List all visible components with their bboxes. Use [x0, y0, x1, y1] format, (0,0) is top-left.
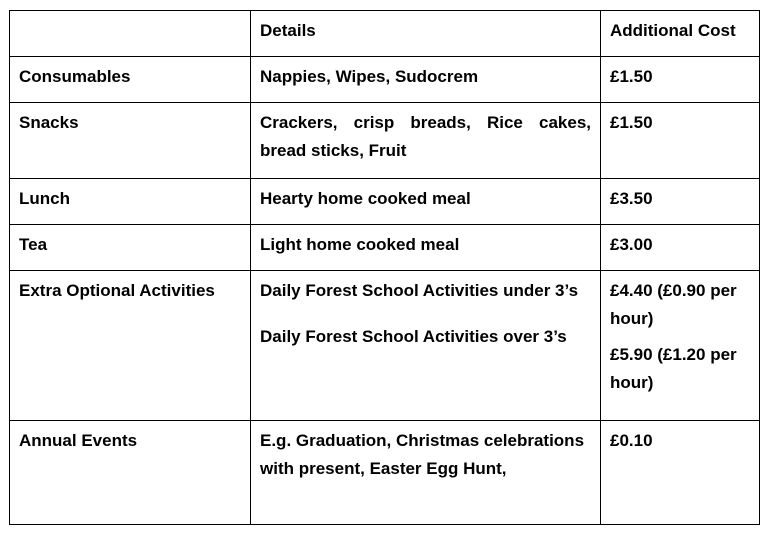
details-cell [251, 271, 601, 421]
item-cell: Annual Events [10, 421, 251, 525]
details-cell: E.g. Graduation, Christmas celebrations with present, Easter Egg Hunt, [251, 421, 601, 525]
cost-cell: £1.50 [601, 57, 760, 103]
table-row [10, 225, 760, 271]
item-cell: Consumables [10, 57, 251, 103]
item-cell: Extra Optional Activities [10, 271, 251, 421]
header-cell-cost: Additional Cost [601, 11, 760, 57]
cost-cell: £3.50 [601, 179, 760, 225]
table-row [10, 57, 760, 103]
table-row [10, 271, 760, 421]
details-line: Daily Forest School Activities over 3’s [260, 327, 567, 346]
details-cell: Hearty home cooked meal [251, 179, 601, 225]
header-row [10, 11, 760, 57]
details-cell: Crackers, crisp breads, Rice cakes, bread sticks, Fruit [251, 103, 601, 179]
item-cell: Lunch [10, 179, 251, 225]
header-cell-details: Details [251, 11, 601, 57]
details-cell: Nappies, Wipes, Sudocrem [251, 57, 601, 103]
additional-costs-table [9, 10, 760, 525]
header-cell-item [10, 11, 251, 57]
cost-line: £4.40 (£0.90 per hour) [610, 281, 737, 328]
details-cell: Light home cooked meal [251, 225, 601, 271]
cost-cell [601, 271, 760, 421]
cost-cell: £1.50 [601, 103, 760, 179]
details-line: Daily Forest School Activities under 3’s [260, 281, 579, 300]
item-cell: Tea [10, 225, 251, 271]
table-row [10, 179, 760, 225]
cost-line: £5.90 (£1.20 per hour) [610, 345, 737, 392]
cost-cell: £0.10 [601, 421, 760, 525]
item-cell: Snacks [10, 103, 251, 179]
table-row [10, 421, 760, 525]
cost-cell: £3.00 [601, 225, 760, 271]
table-row [10, 103, 760, 179]
